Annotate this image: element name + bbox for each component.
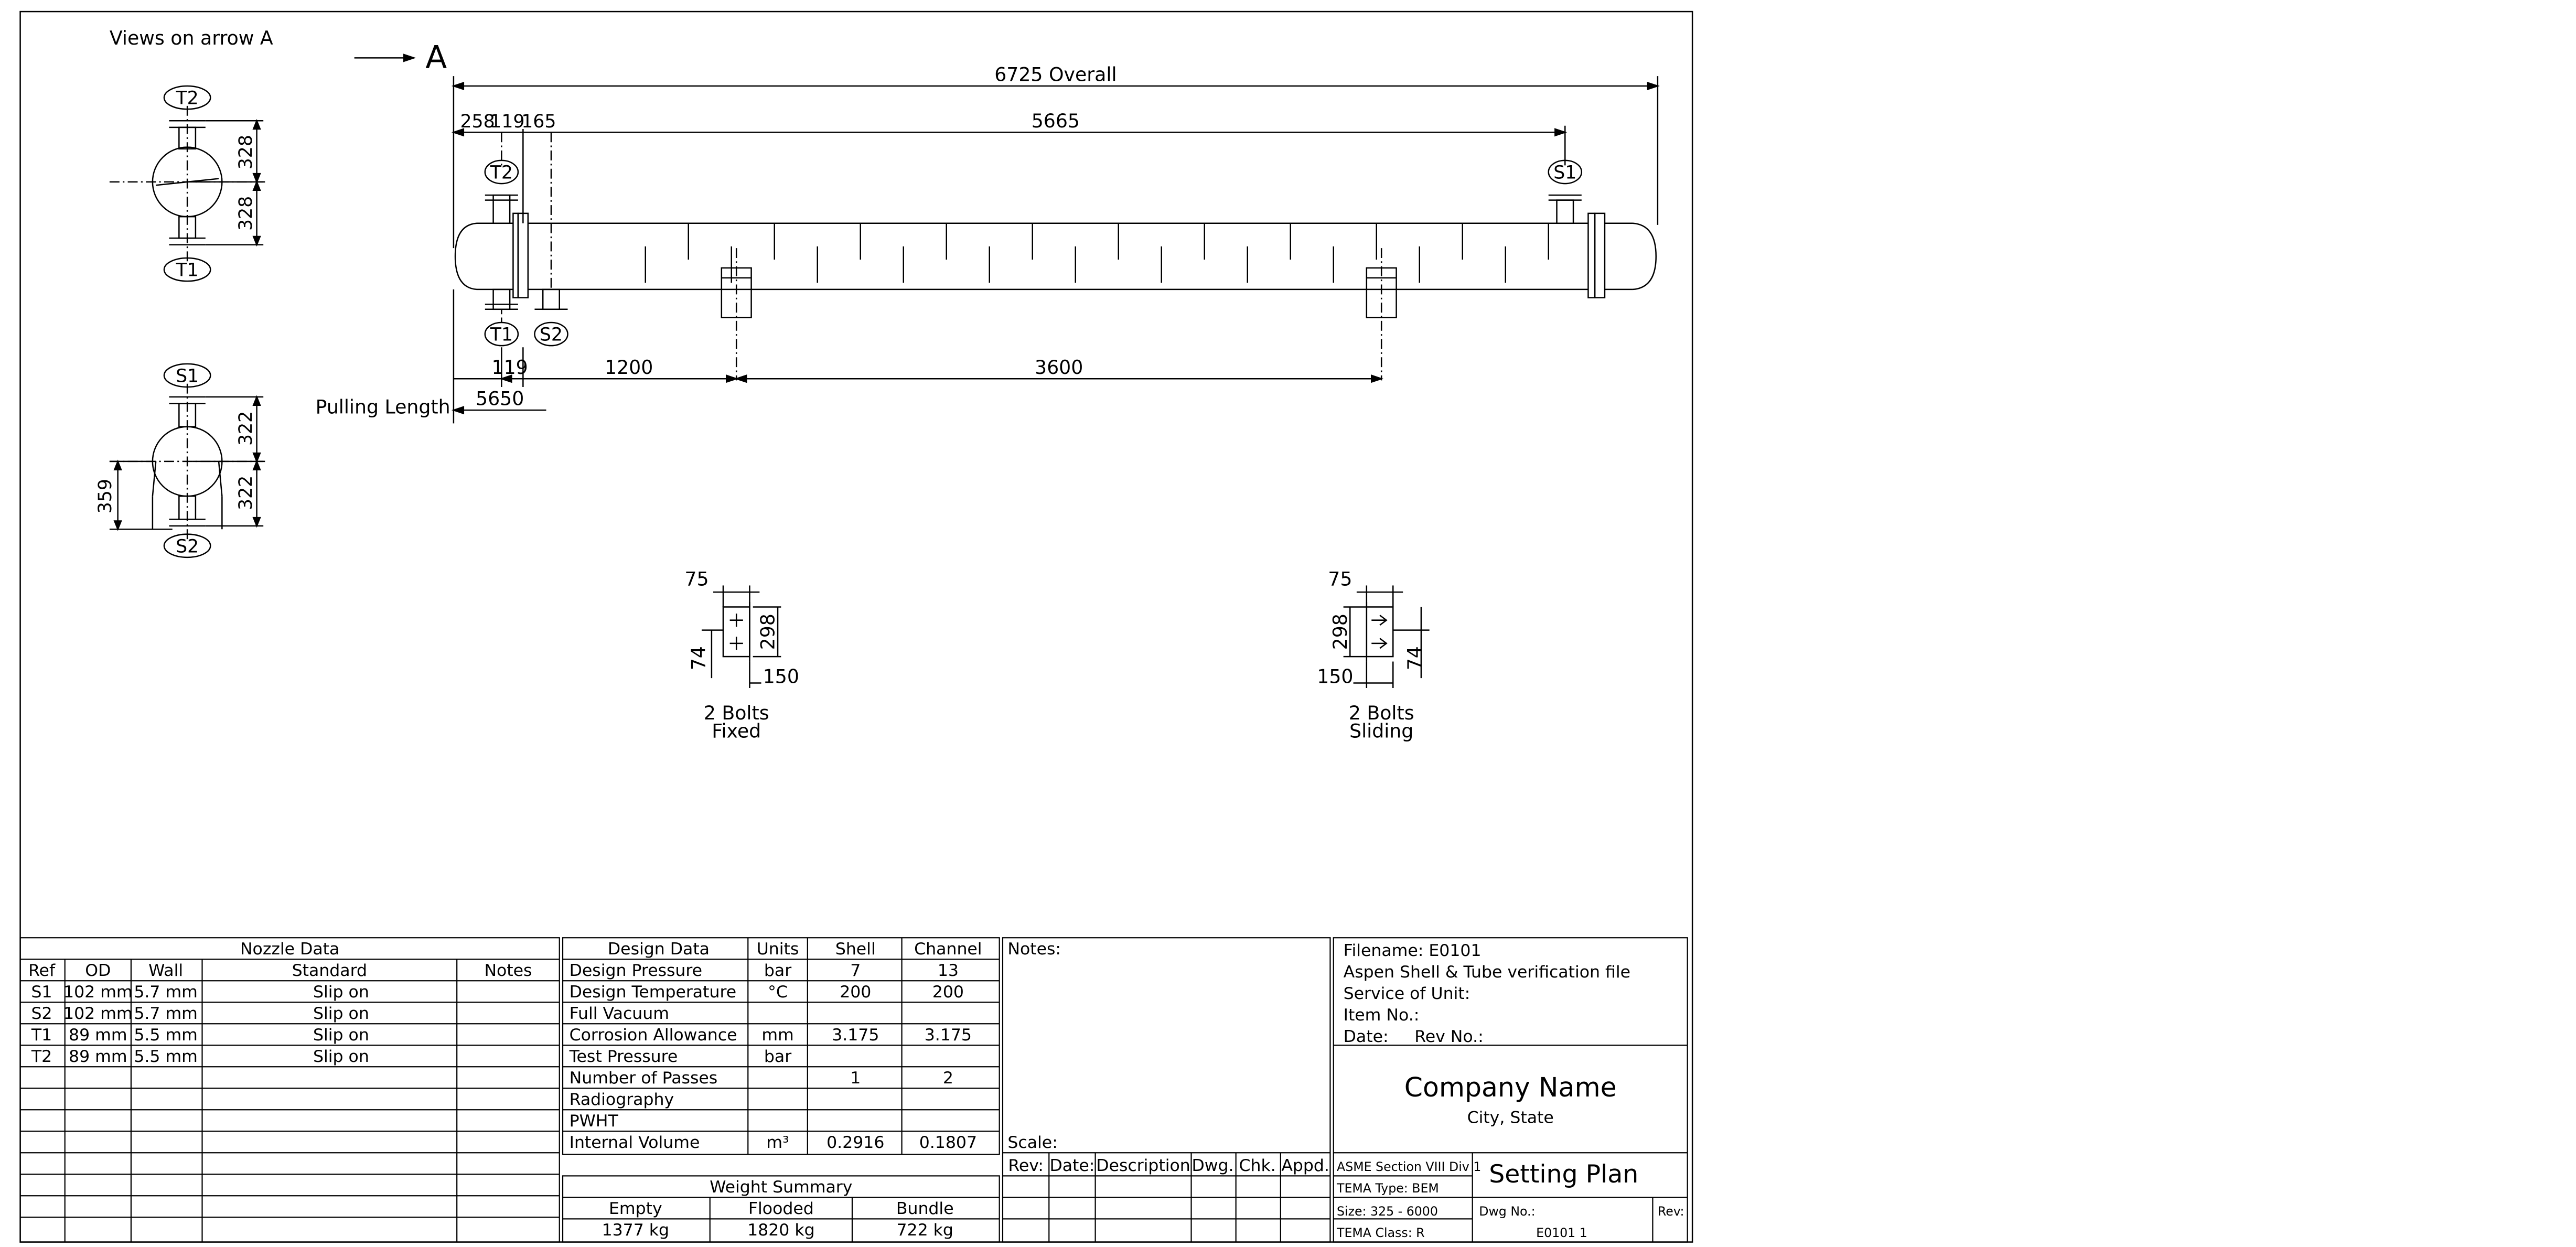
shell-view-s2-label: S2 xyxy=(176,536,199,557)
shell-view-s1-label: S1 xyxy=(176,366,199,387)
design-row-units: bar xyxy=(764,961,792,980)
design-row-units: bar xyxy=(764,1047,792,1066)
fixed-saddle-dim-top: 75 xyxy=(684,567,709,590)
nozzle-row-wall: 5.5 mm xyxy=(134,1047,198,1066)
tube-view-dim-top: 328 xyxy=(235,135,257,170)
nozzle-row-standard: Slip on xyxy=(313,1025,369,1045)
sliding-saddle-dim-base: 150 xyxy=(1317,665,1354,688)
dim-3600: 3600 xyxy=(1035,356,1083,379)
sliding-saddle-dim-side: 74 xyxy=(1403,646,1426,671)
weight-summary-title: Weight Summary xyxy=(710,1177,853,1197)
weight-flooded-value: 1820 kg xyxy=(747,1220,815,1240)
dim-258: 258 xyxy=(460,111,495,132)
tube-view-t1-label: T1 xyxy=(176,260,199,281)
nozzle-t2-tag: T2 xyxy=(490,162,513,184)
nozzle-row-standard: Slip on xyxy=(313,1004,369,1023)
fixed-saddle-dim-side: 74 xyxy=(687,646,710,671)
dim-5665: 5665 xyxy=(1031,109,1080,132)
nozzle-row-standard: Slip on xyxy=(313,1047,369,1066)
design-row-channel: 2 xyxy=(942,1068,953,1088)
nozzle-t1-tag: T1 xyxy=(490,324,513,346)
nozzle-row-wall: 5.7 mm xyxy=(134,982,198,1002)
nozzle-col-ref: Ref xyxy=(28,961,56,980)
nozzle-row-standard: Slip on xyxy=(313,982,369,1002)
design-col-channel: Channel xyxy=(914,939,982,959)
company-city: City, State xyxy=(1467,1108,1554,1127)
title-filename: Filename: E0101 xyxy=(1343,941,1482,960)
fixed-saddle-dim-base: 150 xyxy=(763,665,799,688)
design-row-shell: 7 xyxy=(850,961,861,980)
dim-1200: 1200 xyxy=(605,356,653,379)
design-row-channel: 0.1807 xyxy=(919,1133,978,1152)
nozzle-s1-tag: S1 xyxy=(1553,162,1577,184)
scale-label: Scale: xyxy=(1007,1133,1058,1152)
nozzle-row-od: 89 mm xyxy=(69,1025,127,1045)
nozzle-col-od: OD xyxy=(85,961,111,980)
nozzle-row-ref: T1 xyxy=(31,1025,52,1045)
design-row-label: Corrosion Allowance xyxy=(569,1025,737,1045)
nozzle-row-wall: 5.7 mm xyxy=(134,1004,198,1023)
design-row-channel: 13 xyxy=(937,961,959,980)
weight-col-empty: Empty xyxy=(608,1199,662,1218)
pulling-length-label: Pulling Length xyxy=(315,395,450,418)
title-service: Service of Unit: xyxy=(1343,984,1471,1003)
design-row-label: Number of Passes xyxy=(569,1068,718,1088)
tube-view-t2-label: T2 xyxy=(176,88,199,109)
design-row-label: Design Pressure xyxy=(569,961,703,980)
design-row-channel: 200 xyxy=(932,982,964,1002)
sliding-saddle-type: Sliding xyxy=(1349,719,1414,743)
design-row-label: Test Pressure xyxy=(569,1047,678,1066)
shell-view-dim-bottom: 322 xyxy=(235,475,257,510)
rev-col-date: Date: xyxy=(1049,1156,1095,1175)
title-item-no: Item No.: xyxy=(1343,1005,1420,1025)
nozzle-row-od: 89 mm xyxy=(69,1047,127,1066)
nozzle-row-ref: T2 xyxy=(31,1047,52,1066)
notes-label: Notes: xyxy=(1007,939,1061,959)
design-row-units: m³ xyxy=(766,1133,789,1152)
dim-119-top: 119 xyxy=(490,111,525,132)
nozzle-col-notes: Notes xyxy=(484,961,532,980)
rev-col-rev: Rev: xyxy=(1008,1156,1044,1175)
design-row-units: °C xyxy=(768,982,788,1002)
pulling-length-value: 5650 xyxy=(476,387,524,410)
rev-col-description: Description xyxy=(1096,1156,1190,1175)
sliding-saddle-dim-top: 75 xyxy=(1328,567,1353,590)
title-rev-no-label: Rev No.: xyxy=(1414,1027,1484,1046)
design-col-units: Units xyxy=(756,939,799,959)
fixed-saddle-bolts: 2 Bolts xyxy=(703,701,769,724)
design-row-channel: 3.175 xyxy=(924,1025,972,1045)
weight-empty-value: 1377 kg xyxy=(602,1220,670,1240)
nozzle-row-ref: S1 xyxy=(31,982,52,1002)
title-size: Size: 325 - 6000 xyxy=(1337,1204,1438,1219)
nozzle-row-od: 102 mm xyxy=(63,982,133,1002)
design-row-shell: 200 xyxy=(840,982,872,1002)
fixed-saddle-dim-height: 298 xyxy=(756,614,779,650)
nozzle-col-standard: Standard xyxy=(292,961,368,980)
rev-col-chk: Chk. xyxy=(1239,1156,1276,1175)
design-row-label: Internal Volume xyxy=(569,1133,700,1152)
title-dwg-no-label: Dwg No.: xyxy=(1479,1204,1536,1219)
rev-col-appd: Appd. xyxy=(1281,1156,1329,1175)
drawing-title: Setting Plan xyxy=(1489,1160,1639,1189)
views-caption: Views on arrow A xyxy=(109,27,273,50)
title-code: ASME Section VIII Div 1 xyxy=(1337,1159,1482,1174)
nozzle-table-title: Nozzle Data xyxy=(240,939,340,959)
shell-view-dim-top: 322 xyxy=(235,411,257,446)
nozzle-row-ref: S2 xyxy=(31,1004,52,1023)
title-rev-label: Rev: xyxy=(1657,1204,1684,1219)
nozzle-s2-tag: S2 xyxy=(539,324,563,346)
design-row-label: PWHT xyxy=(569,1111,618,1131)
fixed-saddle-type: Fixed xyxy=(712,719,761,743)
dim-119-bottom: 119 xyxy=(491,356,528,379)
shell-view-dim-side: 359 xyxy=(95,479,116,514)
design-row-label: Radiography xyxy=(569,1090,674,1109)
sliding-saddle-dim-height: 298 xyxy=(1328,614,1351,650)
arrow-a-label: A xyxy=(425,39,447,76)
weight-bundle-value: 722 kg xyxy=(896,1220,953,1240)
dim-165: 165 xyxy=(521,111,556,132)
title-date-label: Date: xyxy=(1343,1027,1389,1046)
weight-col-bundle: Bundle xyxy=(896,1199,954,1218)
design-row-shell: 0.2916 xyxy=(827,1133,885,1152)
design-row-label: Full Vacuum xyxy=(569,1004,669,1023)
title-tema-type: TEMA Type: BEM xyxy=(1337,1180,1439,1196)
weight-col-flooded: Flooded xyxy=(748,1199,814,1218)
design-row-units: mm xyxy=(761,1025,794,1045)
overall-dimension: 6725 Overall xyxy=(994,63,1117,86)
design-row-shell: 1 xyxy=(850,1068,861,1088)
design-col-shell: Shell xyxy=(835,939,876,959)
sliding-saddle-bolts: 2 Bolts xyxy=(1348,701,1414,724)
company-name: Company Name xyxy=(1404,1071,1617,1103)
design-row-label: Design Temperature xyxy=(569,982,737,1002)
design-col-data: Design Data xyxy=(607,939,710,959)
rev-col-dwg: Dwg. xyxy=(1192,1156,1234,1175)
title-tema-class: TEMA Class: R xyxy=(1337,1226,1425,1241)
nozzle-col-wall: Wall xyxy=(148,961,184,980)
title-description: Aspen Shell & Tube verification file xyxy=(1343,962,1630,982)
nozzle-row-od: 102 mm xyxy=(63,1004,133,1023)
nozzle-row-wall: 5.5 mm xyxy=(134,1025,198,1045)
tube-view-dim-bottom: 328 xyxy=(235,196,257,231)
title-dwg-no: E0101 1 xyxy=(1536,1226,1587,1241)
design-row-shell: 3.175 xyxy=(832,1025,879,1045)
